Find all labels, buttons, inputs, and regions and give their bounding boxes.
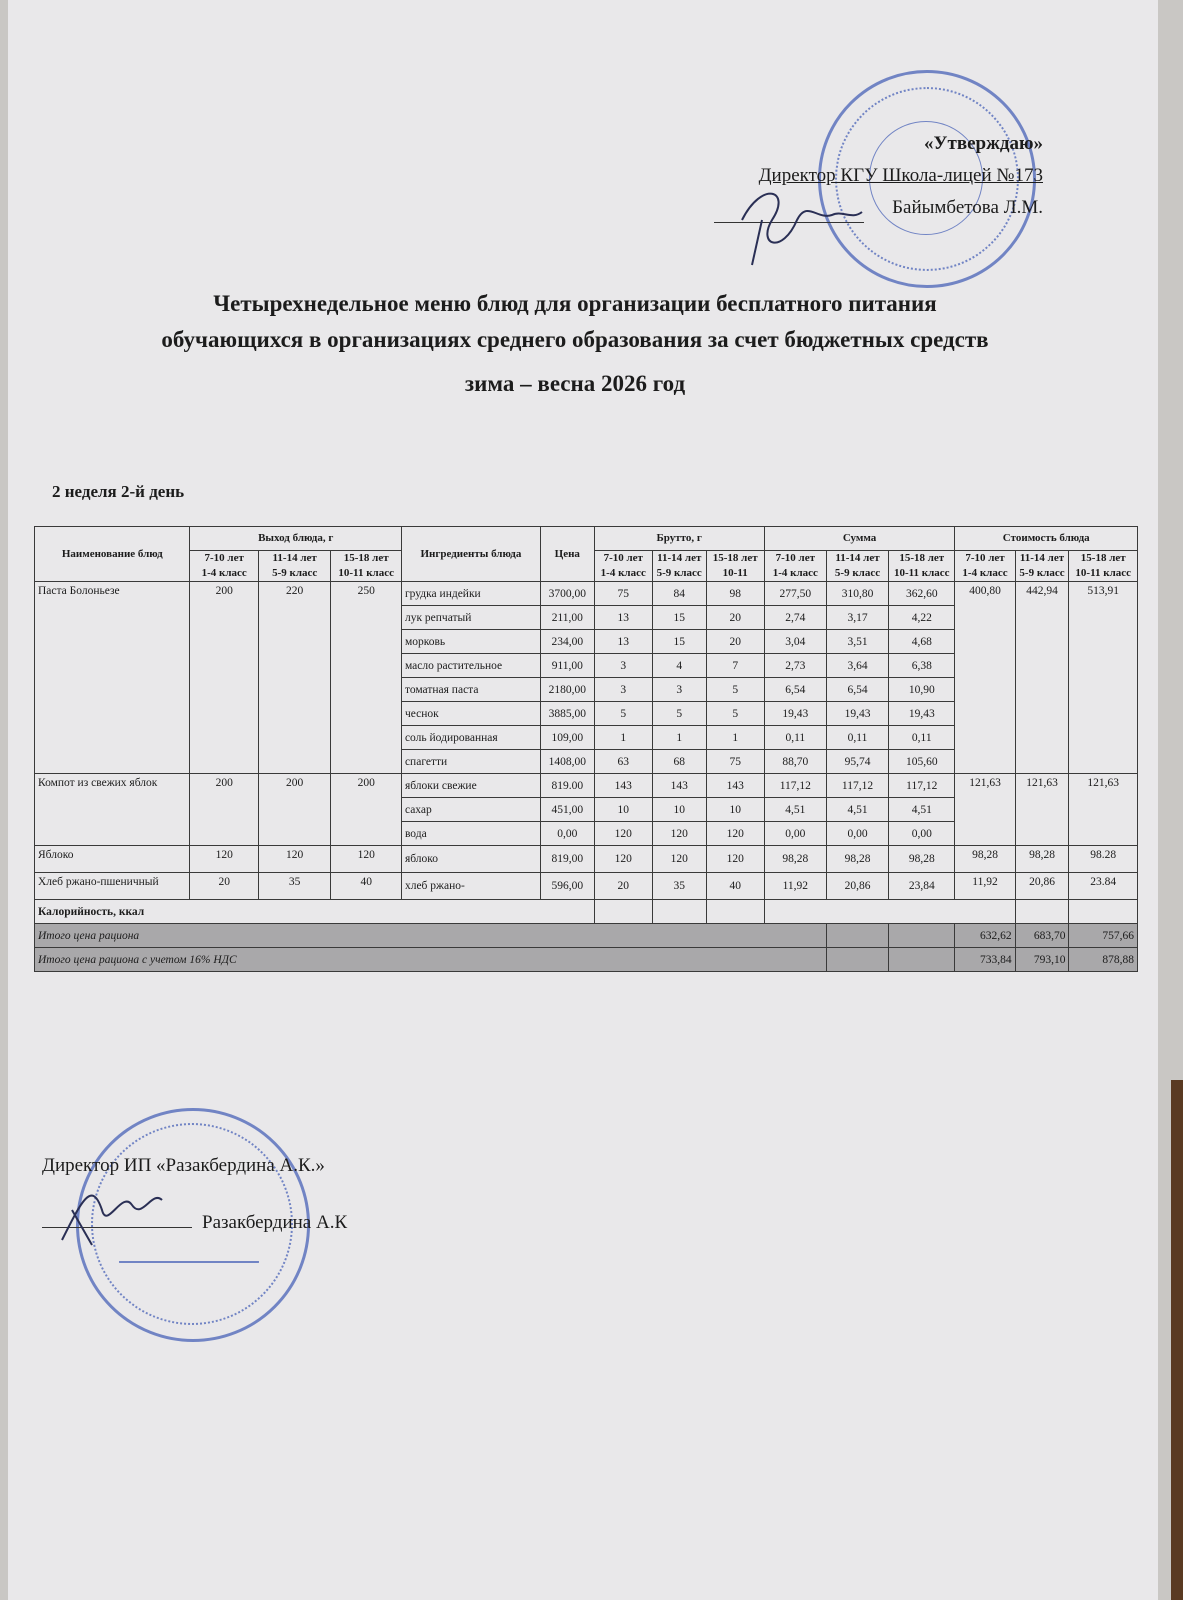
header-dish-name: Наименование блюд [35, 527, 190, 582]
dish-output: 200 [258, 774, 331, 846]
title-line-1: Четырехнедельное меню блюд для организации бесплатного питания [213, 291, 937, 316]
ingredient-brutto: 3 [594, 654, 652, 678]
ingredient-price: 1408,00 [540, 750, 594, 774]
ingredient-name: морковь [401, 630, 540, 654]
ingredient-price: 211,00 [540, 606, 594, 630]
ingredient-brutto: 3 [652, 678, 706, 702]
age-label: 7-10 лет [775, 552, 815, 564]
ingredient-sum: 19,43 [826, 702, 888, 726]
total-value: 878,88 [1069, 948, 1138, 972]
ingredient-brutto: 35 [652, 873, 706, 900]
ingredient-sum: 6,54 [764, 678, 826, 702]
ingredient-price: 109,00 [540, 726, 594, 750]
ingredient-brutto: 15 [652, 606, 706, 630]
class-label: 5-9 класс [272, 567, 318, 579]
header-output-group [331, 551, 402, 582]
ingredient-brutto: 143 [652, 774, 706, 798]
header-sum-group [764, 551, 826, 582]
title-line-2: обучающихся в организациях среднего образования за счет бюджетных средств [161, 327, 989, 352]
class-label: 1-4 класс [772, 567, 818, 579]
ingredient-name: яблоко [401, 846, 540, 873]
header-brutto: Брутто, г [594, 527, 764, 551]
dish-cost: 23.84 [1069, 873, 1138, 900]
table-row [35, 846, 1138, 873]
ingredient-sum: 0,00 [764, 822, 826, 846]
class-label: 10-11 класс [1075, 567, 1132, 579]
ingredient-brutto: 1 [594, 726, 652, 750]
total-empty-cell [826, 948, 888, 972]
ingredient-sum: 362,60 [889, 582, 955, 606]
ingredient-brutto: 13 [594, 606, 652, 630]
ingredient-sum: 6,54 [826, 678, 888, 702]
ingredient-sum: 0,00 [889, 822, 955, 846]
ingredient-name: чеснок [401, 702, 540, 726]
ingredient-name: хлеб ржано- [401, 873, 540, 900]
ingredient-brutto: 5 [652, 702, 706, 726]
ingredient-brutto: 10 [594, 798, 652, 822]
supplier-position: Директор ИП «Разакбердина А.К.» [42, 1155, 325, 1176]
ingredient-name: сахар [401, 798, 540, 822]
dish-output: 250 [331, 582, 402, 774]
document-title [0, 286, 1150, 358]
ingredient-price: 451,00 [540, 798, 594, 822]
approval-position: Директор КГУ Школа-лицей №173 [758, 165, 1043, 186]
dish-output: 200 [190, 582, 258, 774]
ingredient-brutto: 143 [706, 774, 764, 798]
ingredient-name: масло растительное [401, 654, 540, 678]
age-label: 15-18 лет [1080, 552, 1126, 564]
dish-cost: 98,28 [1015, 846, 1069, 873]
dish-cost: 20,86 [1015, 873, 1069, 900]
header-cost-group [1015, 551, 1069, 582]
supplier-signature [52, 1170, 172, 1250]
ingredient-brutto: 1 [706, 726, 764, 750]
total-vat-row [35, 948, 1138, 972]
age-label: 15-18 лет [899, 552, 945, 564]
total-label: Итого цена рациона [35, 924, 827, 948]
header-sum-group [889, 551, 955, 582]
total-empty-cell [889, 948, 955, 972]
ingredient-sum: 105,60 [889, 750, 955, 774]
header-brutto-group [706, 551, 764, 582]
ingredient-sum: 4,22 [889, 606, 955, 630]
ingredient-price: 596,00 [540, 873, 594, 900]
calories-label: Калорийность, ккал [35, 900, 595, 924]
approval-name: Байымбетова Л.М. [892, 197, 1043, 218]
dish-cost: 121,63 [1069, 774, 1138, 846]
menu-table [34, 526, 1138, 972]
ingredient-brutto: 120 [594, 822, 652, 846]
ingredient-sum: 4,68 [889, 630, 955, 654]
total-empty-cell [889, 924, 955, 948]
ingredient-brutto: 20 [706, 606, 764, 630]
table-surface [1171, 1080, 1183, 1600]
ingredient-sum: 0,00 [826, 822, 888, 846]
age-label: 11-14 лет [1019, 552, 1065, 564]
table-row [35, 774, 1138, 798]
ingredient-brutto: 15 [652, 630, 706, 654]
dish-output: 120 [258, 846, 331, 873]
ingredient-sum: 88,70 [764, 750, 826, 774]
ingredient-sum: 4,51 [764, 798, 826, 822]
ingredient-name: томатная паста [401, 678, 540, 702]
ingredient-name: спагетти [401, 750, 540, 774]
class-label: 5-9 класс [1019, 567, 1065, 579]
age-label: 15-18 лет [712, 552, 758, 564]
calories-cost-cell [1069, 900, 1138, 924]
ingredient-brutto: 1 [652, 726, 706, 750]
age-label: 7-10 лет [603, 552, 643, 564]
ingredient-brutto: 5 [594, 702, 652, 726]
calories-brutto-cell [706, 900, 764, 924]
total-value: 757,66 [1069, 924, 1138, 948]
ingredient-price: 819.00 [540, 774, 594, 798]
ingredient-sum: 95,74 [826, 750, 888, 774]
ingredient-sum: 0,11 [889, 726, 955, 750]
dish-output: 35 [258, 873, 331, 900]
document-subtitle: зима – весна 2026 год [464, 371, 686, 396]
ingredient-sum: 3,04 [764, 630, 826, 654]
ingredient-sum: 98,28 [764, 846, 826, 873]
ingredient-sum: 6,38 [889, 654, 955, 678]
calories-cost-cell [1015, 900, 1069, 924]
ingredient-brutto: 120 [652, 822, 706, 846]
dish-name: Компот из свежих яблок [35, 774, 190, 846]
ingredient-sum: 2,74 [764, 606, 826, 630]
ingredient-brutto: 120 [594, 846, 652, 873]
ingredient-sum: 0,11 [826, 726, 888, 750]
ingredient-sum: 0,11 [764, 726, 826, 750]
total-value: 793,10 [1015, 948, 1069, 972]
dish-output: 220 [258, 582, 331, 774]
ingredient-name: яблоки свежие [401, 774, 540, 798]
week-day-label: 2 неделя 2-й день [52, 482, 185, 501]
ingredient-sum: 117,12 [826, 774, 888, 798]
header-output: Выход блюда, г [190, 527, 401, 551]
header-cost-group [1069, 551, 1138, 582]
dish-name: Паста Болоньезе [35, 582, 190, 774]
ingredient-price: 3700,00 [540, 582, 594, 606]
header-ingredients: Ингредиенты блюда [401, 527, 540, 582]
class-label: 5-9 класс [656, 567, 702, 579]
age-label: 7-10 лет [965, 552, 1005, 564]
ingredient-sum: 3,64 [826, 654, 888, 678]
total-empty-cell [826, 924, 888, 948]
header-sum: Сумма [764, 527, 955, 551]
class-label: 5-9 класс [834, 567, 881, 579]
approval-title: «Утверждаю» [924, 133, 1043, 154]
calories-brutto-cell [652, 900, 706, 924]
table-row [35, 582, 1138, 606]
ingredient-brutto: 120 [706, 822, 764, 846]
total-value: 683,70 [1015, 924, 1069, 948]
dish-cost: 513,91 [1069, 582, 1138, 774]
director-signature [722, 160, 882, 270]
ingredient-sum: 11,92 [764, 873, 826, 900]
header-brutto-group [652, 551, 706, 582]
ingredient-sum: 3,51 [826, 630, 888, 654]
class-label: 10-11 класс [893, 567, 950, 579]
ingredient-sum: 23,84 [889, 873, 955, 900]
dish-cost: 442,94 [1015, 582, 1069, 774]
calories-row [35, 900, 1138, 924]
age-label: 11-14 лет [657, 552, 702, 564]
ingredient-sum: 4,51 [826, 798, 888, 822]
ingredient-brutto: 20 [706, 630, 764, 654]
header-cost: Стоимость блюда [955, 527, 1138, 551]
ingredient-brutto: 75 [706, 750, 764, 774]
ingredient-brutto: 98 [706, 582, 764, 606]
ingredient-brutto: 68 [652, 750, 706, 774]
ingredient-price: 3885,00 [540, 702, 594, 726]
ingredient-brutto: 120 [652, 846, 706, 873]
total-label: Итого цена рациона с учетом 16% НДС [35, 948, 827, 972]
dish-output: 200 [331, 774, 402, 846]
total-value: 632,62 [955, 924, 1015, 948]
dish-cost: 11,92 [955, 873, 1015, 900]
ingredient-brutto: 3 [594, 678, 652, 702]
ingredient-brutto: 4 [652, 654, 706, 678]
ingredient-sum: 117,12 [889, 774, 955, 798]
ingredient-sum: 19,43 [764, 702, 826, 726]
ingredient-name: лук репчатый [401, 606, 540, 630]
dish-cost: 121,63 [955, 774, 1015, 846]
ingredient-price: 234,00 [540, 630, 594, 654]
dish-cost: 121,63 [1015, 774, 1069, 846]
ingredient-brutto: 10 [652, 798, 706, 822]
total-value: 733,84 [955, 948, 1015, 972]
ingredient-price: 2180,00 [540, 678, 594, 702]
ingredient-sum: 98,28 [889, 846, 955, 873]
class-label: 1-4 класс [600, 567, 646, 579]
class-label: 10-11 [722, 567, 748, 579]
ingredient-brutto: 84 [652, 582, 706, 606]
ingredient-sum: 98,28 [826, 846, 888, 873]
header-output-group [190, 551, 258, 582]
ingredient-brutto: 13 [594, 630, 652, 654]
calories-brutto-cell [594, 900, 652, 924]
ingredient-price: 0,00 [540, 822, 594, 846]
class-label: 1-4 класс [962, 567, 1008, 579]
dish-output: 120 [331, 846, 402, 873]
header-sum-group [826, 551, 888, 582]
age-label: 11-14 лет [835, 552, 880, 564]
ingredient-brutto: 5 [706, 702, 764, 726]
ingredient-brutto: 7 [706, 654, 764, 678]
dish-cost: 98,28 [955, 846, 1015, 873]
dish-name: Хлеб ржано-пшеничный [35, 873, 190, 900]
ingredient-sum: 2,73 [764, 654, 826, 678]
ingredient-sum: 3,17 [826, 606, 888, 630]
table-row [35, 873, 1138, 900]
header-price: Цена [540, 527, 594, 582]
ingredient-sum: 277,50 [764, 582, 826, 606]
dish-cost: 400,80 [955, 582, 1015, 774]
ingredient-name: соль йодированная [401, 726, 540, 750]
calories-sum-cell [764, 900, 1015, 924]
ingredient-brutto: 75 [594, 582, 652, 606]
class-label: 10-11 класс [338, 567, 394, 579]
ingredient-brutto: 63 [594, 750, 652, 774]
ingredient-sum: 117,12 [764, 774, 826, 798]
ingredient-name: вода [401, 822, 540, 846]
age-label: 7-10 лет [204, 552, 244, 564]
dish-output: 20 [190, 873, 258, 900]
age-label: 15-18 лет [343, 552, 389, 564]
dish-output: 120 [190, 846, 258, 873]
ingredient-sum: 19,43 [889, 702, 955, 726]
ingredient-brutto: 10 [706, 798, 764, 822]
header-brutto-group [594, 551, 652, 582]
ingredient-sum: 4,51 [889, 798, 955, 822]
ingredient-sum: 10,90 [889, 678, 955, 702]
ingredient-brutto: 20 [594, 873, 652, 900]
total-row [35, 924, 1138, 948]
dish-output: 200 [190, 774, 258, 846]
ingredient-price: 819,00 [540, 846, 594, 873]
ingredient-brutto: 120 [706, 846, 764, 873]
ingredient-name: грудка индейки [401, 582, 540, 606]
dish-cost: 98.28 [1069, 846, 1138, 873]
class-label: 1-4 класс [201, 567, 247, 579]
supplier-name: Разакбердина А.К [202, 1212, 348, 1233]
header-output-group [258, 551, 331, 582]
dish-output: 40 [331, 873, 402, 900]
ingredient-brutto: 143 [594, 774, 652, 798]
dish-name: Яблоко [35, 846, 190, 873]
ingredient-brutto: 5 [706, 678, 764, 702]
ingredient-brutto: 40 [706, 873, 764, 900]
ingredient-sum: 310,80 [826, 582, 888, 606]
ingredient-sum: 20,86 [826, 873, 888, 900]
ingredient-price: 911,00 [540, 654, 594, 678]
age-label: 11-14 лет [272, 552, 317, 564]
header-cost-group [955, 551, 1015, 582]
